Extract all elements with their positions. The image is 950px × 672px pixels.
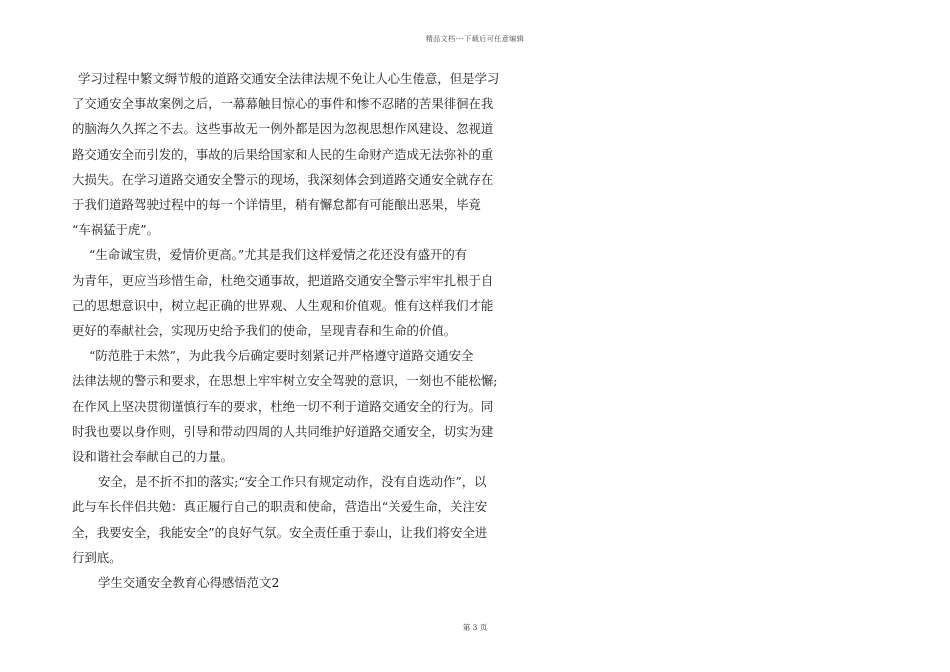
text-line: 时我也要以身作则，引导和带动四周的人共同维护好道路交通安全，切实为建 [72, 423, 494, 439]
text-line: 设和谐社会奉献自己的力量。 [72, 449, 234, 465]
text-line: 了交通安全事故案例之后，一幕幕触目惊心的事件和惨不忍睹的苦果徘徊在我 [72, 96, 494, 112]
text-line: 法律法规的警示和要求，在思想上牢牢树立安全驾驶的意识，一刻也不能松懈; [72, 373, 498, 389]
text-line: 更好的奉献社会，实现历史给予我们的使命，呈现青春和生命的价值。 [72, 323, 457, 339]
text-line: 为青年，更应当珍惜生命，杜绝交通事故，把道路交通安全警示牢牢扎根于自 [72, 272, 494, 288]
text-line: 学习过程中繁文缛节般的道路交通安全法律法规不免让人心生倦意，但是学习 [78, 71, 500, 86]
paragraph-1 [72, 66, 500, 242]
paragraph-3 [72, 343, 498, 469]
text-line: “生命诚宝贵，爱情价更高。”尤其是我们这样爱情之花还没有盛开的有 [89, 247, 468, 263]
text-line: 学生交通安全教育心得感悟范文2 [98, 575, 280, 591]
document-body [72, 66, 500, 595]
text-line: 在作风上坚决贯彻谨慎行车的要求，杜绝一切不利于道路交通安全的行为。同 [72, 398, 494, 414]
text-line: 行到底。 [72, 549, 122, 565]
text-line: 于我们道路驾驶过程中的每一个详情里，稍有懈怠都有可能酿出恶果，毕竟 [72, 197, 481, 213]
paragraph-4 [72, 469, 488, 570]
text-line: 此与车长伴侣共勉：真正履行自己的职责和使命，营造出“关爱生命，关注安 [72, 499, 488, 515]
text-line: 全，我要安全，我能安全”的良好气氛。安全责任重于泰山，让我们将安全进 [72, 524, 488, 540]
page-number: 第 3 页 [462, 623, 488, 632]
text-line: 己的思想意识中，树立起正确的世界观、人生观和价值观。惟有这样我们才能 [72, 297, 494, 313]
text-line: 安全，是不折不扣的落实;“安全工作只有规定动作，没有自选动作”，以 [98, 474, 487, 490]
text-line: 的脑海久久挥之不去。这些事故无一例外都是因为忽视思想作风建设、忽视道 [72, 121, 494, 137]
page-header: 精品文档---下载后可任意编辑 [425, 35, 525, 43]
paragraph-2 [72, 242, 494, 343]
text-line: “车祸猛于虎”。 [72, 222, 160, 238]
text-line: “防范胜于未然”，为此我今后确定要时刻紧记并严格遵守道路交通安全 [89, 348, 474, 364]
section-heading [72, 570, 467, 595]
text-line: 路交通安全而引发的，事故的后果给国家和人民的生命财产造成无法弥补的重 [72, 146, 494, 162]
text-line: 大损失。在学习道路交通安全警示的现场，我深刻体会到道路交通安全就存在 [72, 171, 494, 187]
